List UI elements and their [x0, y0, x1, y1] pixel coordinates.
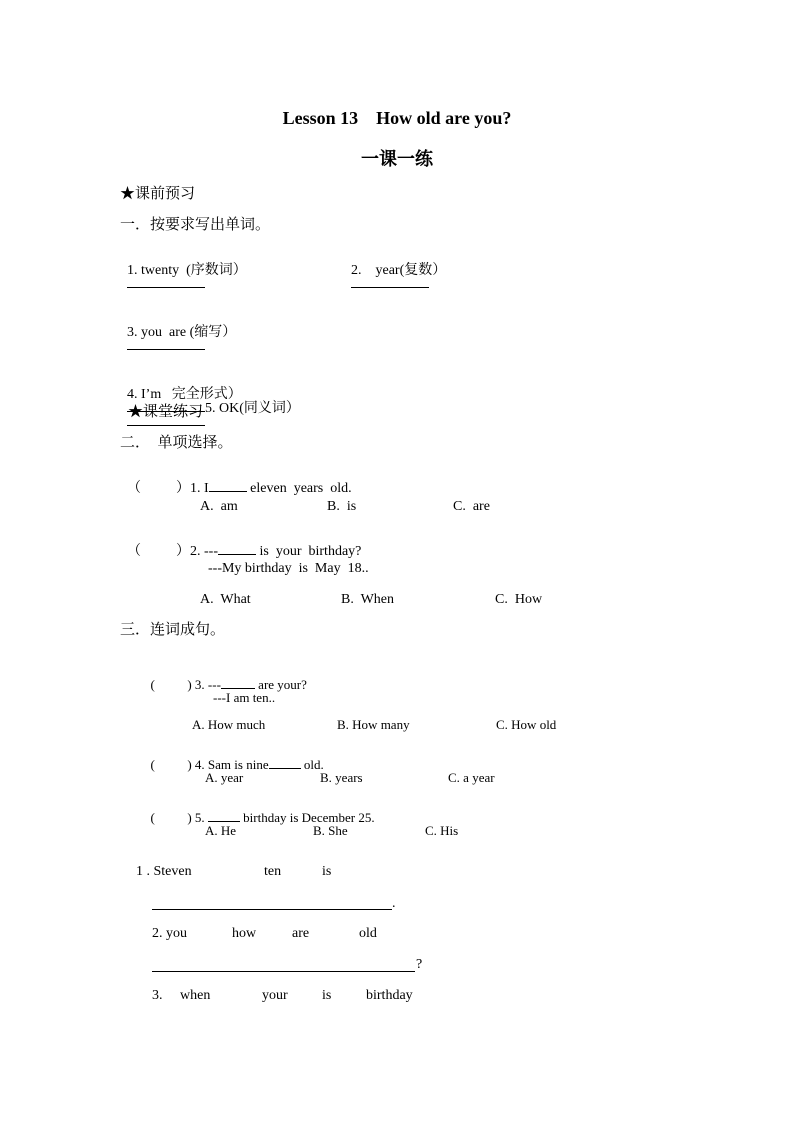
section-one-instruction: 一．按要求写出单词。 — [120, 217, 271, 233]
mc-question-3-stem-end: are your? — [254, 677, 307, 692]
mc4-option-b[interactable]: B. years — [320, 770, 363, 785]
mc-question-2 — [120, 531, 361, 559]
mc-question-5 — [144, 798, 375, 824]
mc5-option-b[interactable]: B. She — [313, 823, 348, 838]
mc3-option-b[interactable]: B. How many — [337, 717, 410, 732]
answer-blank-3[interactable] — [127, 349, 205, 350]
sentence-3-word-birthday: birthday — [366, 988, 413, 1003]
sentence-2-word-are: are — [292, 926, 310, 941]
answer-bracket-3[interactable]: ( ) — [150, 677, 192, 692]
mc-question-4-stem-end: old. — [300, 757, 324, 772]
question-3 — [120, 312, 236, 354]
mc-question-4-stem: 4. Sam is nine — [194, 757, 269, 772]
sentence-1-end-mark: . — [392, 896, 396, 911]
sentence-3-word-is: is — [322, 988, 332, 1003]
mc-question-5-stem: 5. — [194, 810, 208, 825]
answer-bracket-1[interactable]: （ ） — [127, 481, 190, 496]
mc2-option-a[interactable]: A. What — [200, 592, 251, 607]
mc2-option-c[interactable]: C. How — [495, 592, 543, 607]
sentence-1-label: 1 . Steven — [136, 864, 192, 879]
mc-blank-3[interactable] — [221, 688, 255, 689]
answer-bracket-5[interactable]: ( ) — [150, 810, 192, 825]
sentence-2-label: 2. you — [152, 926, 187, 941]
mc-question-4 — [144, 745, 324, 771]
mc-question-1-stem-end: eleven years old. — [246, 481, 352, 496]
mc2-answer-line: ---My birthday is May 18.. — [208, 561, 369, 576]
question-1-text: 1. twenty (序数词） — [127, 263, 247, 278]
pre-class-heading: ★课前预习 — [120, 186, 196, 202]
question-4-text: 4. I’m 完全形式） — [127, 387, 242, 402]
mc-question-3-stem: 3. --- — [194, 677, 221, 692]
mc2-option-b[interactable]: B. When — [341, 592, 395, 607]
sentence-3-word-your: your — [262, 988, 288, 1003]
worksheet-subtitle: 一课一练 — [361, 149, 433, 169]
answer-bracket-2[interactable]: （ ） — [127, 544, 190, 559]
sentence-3-label: 3. — [152, 988, 163, 1003]
mc-question-2-stem-end: is your birthday? — [256, 544, 362, 559]
sentence-2-end-mark: ? — [416, 957, 423, 972]
lesson-title: Lesson 13 How old are you? — [282, 108, 512, 128]
section-two-instruction: 二． 单项选择。 — [120, 435, 233, 451]
mc-question-3 — [144, 665, 307, 691]
answer-bracket-4[interactable]: ( ) — [150, 757, 192, 772]
sentence-1-word-is: is — [322, 864, 332, 879]
sentence-1-word-ten: ten — [264, 864, 282, 879]
mc1-option-c[interactable]: C. are — [453, 499, 490, 514]
mc4-option-a[interactable]: A. year — [205, 770, 244, 785]
sentence-3-word-when: when — [180, 988, 211, 1003]
sentence-2-word-old: old — [359, 926, 377, 941]
sentence-2-word-how: how — [232, 926, 257, 941]
answer-blank-2[interactable] — [351, 287, 429, 288]
question-5-text: 5. OK(同义词） — [205, 401, 300, 416]
mc1-option-a[interactable]: A. am — [200, 499, 238, 514]
mc4-option-c[interactable]: C. a year — [448, 770, 495, 785]
mc3-answer-line: ---I am ten.. — [213, 690, 276, 705]
answer-blank-5[interactable] — [127, 425, 205, 426]
mc-blank-2[interactable] — [218, 554, 256, 555]
mc5-option-a[interactable]: A. He — [205, 823, 237, 838]
mc3-option-a[interactable]: A. How much — [192, 717, 266, 732]
question-4 — [120, 374, 300, 430]
mc-blank-4[interactable] — [269, 768, 301, 769]
mc-blank-5[interactable] — [208, 821, 240, 822]
section-three-instruction: 三．连词成句。 — [120, 622, 226, 638]
question-2 — [344, 250, 446, 292]
mc-question-1-stem: 1. I — [190, 481, 209, 496]
mc-blank-1[interactable] — [209, 491, 247, 492]
question-1 — [120, 250, 247, 292]
mc-question-5-stem-end: birthday is December 25. — [239, 810, 375, 825]
sentence-2-answer-line[interactable] — [152, 971, 415, 972]
mc3-option-c[interactable]: C. How old — [496, 717, 557, 732]
question-3-text: 3. you are (缩写） — [127, 325, 237, 340]
in-class-heading: ★课堂练习 — [128, 404, 204, 420]
question-2-text: 2. year(复数） — [351, 263, 447, 278]
answer-blank-1[interactable] — [127, 287, 205, 288]
mc5-option-c[interactable]: C. His — [425, 823, 459, 838]
mc-question-2-stem: 2. --- — [190, 544, 218, 559]
mc-question-1 — [120, 468, 352, 496]
sentence-1-answer-line[interactable] — [152, 909, 392, 910]
mc1-option-b[interactable]: B. is — [327, 499, 357, 514]
